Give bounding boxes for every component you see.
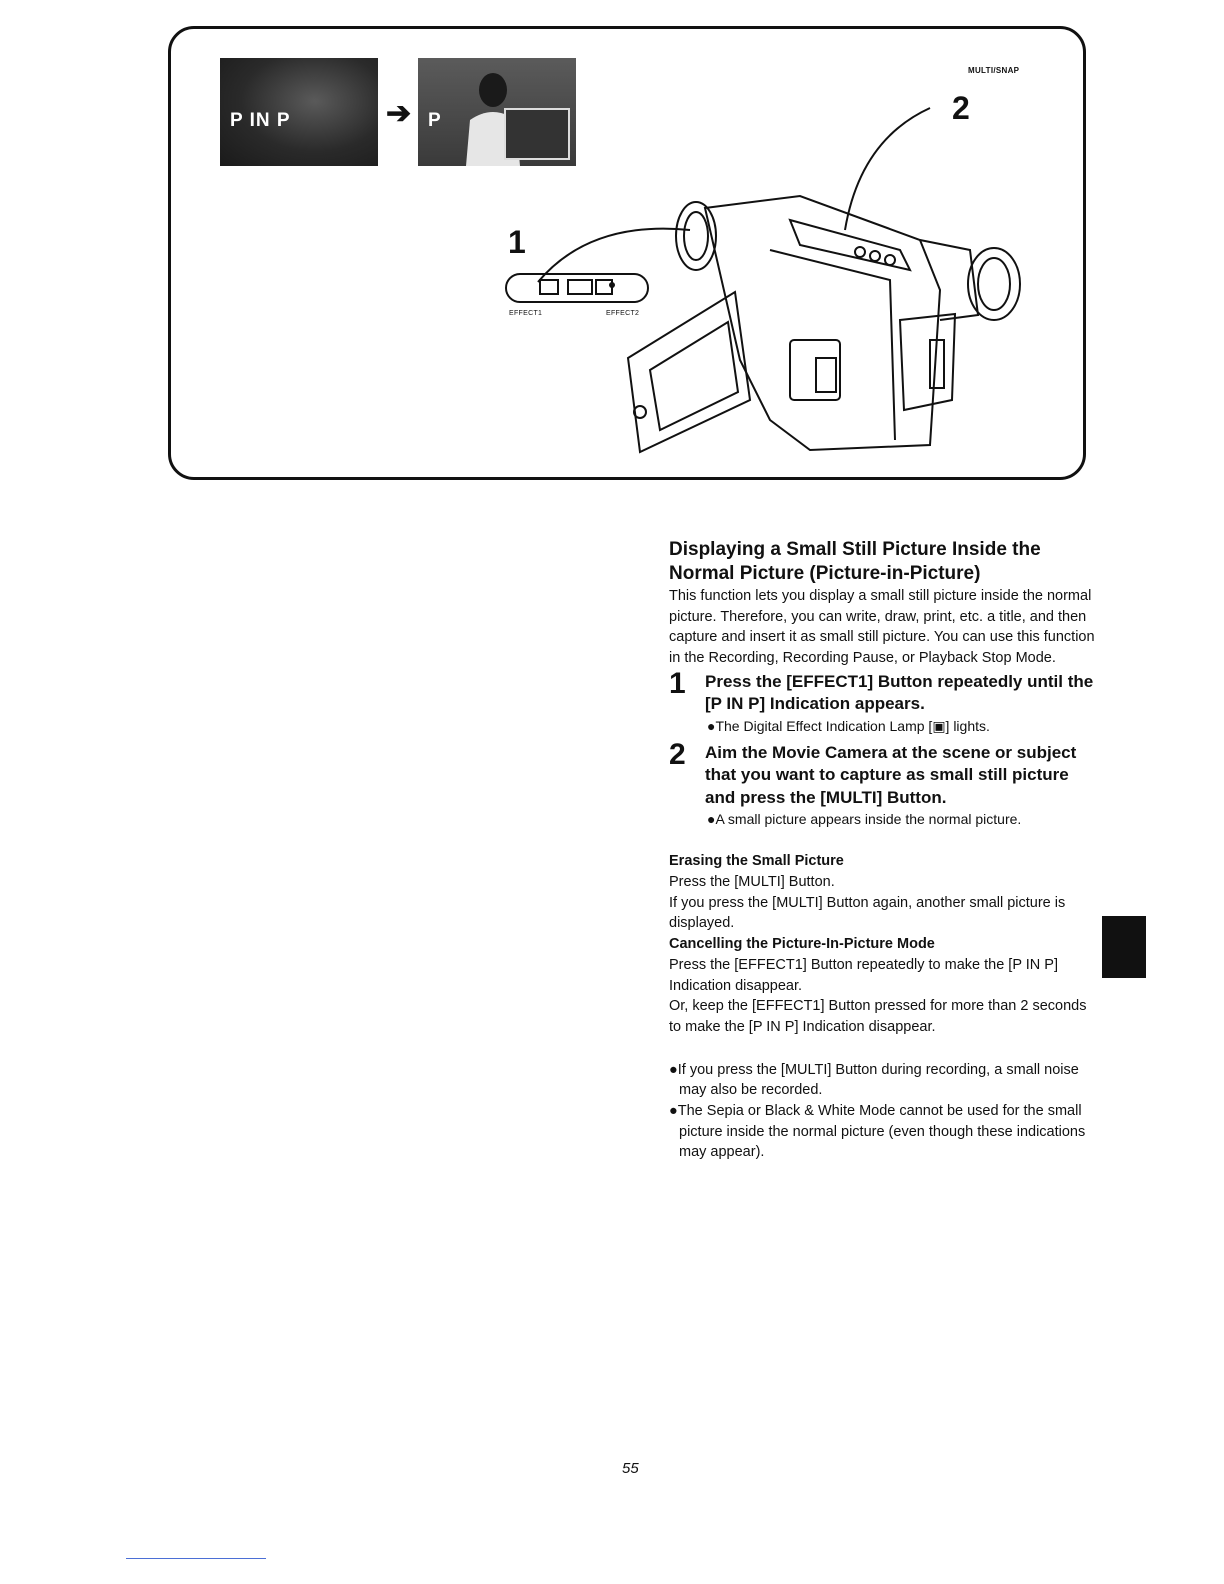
erasing-line-1: Press the [MULTI] Button.: [669, 874, 835, 891]
effect2-label: EFFECT2: [606, 310, 640, 317]
chapter-tab-marker: [1102, 916, 1146, 978]
note-2: ●The Sepia or Black & White Mode cannot be used for the small picture inside the normal picture (even though these indications may appear).: [669, 1103, 1086, 1161]
cancelling-line-2: Or, keep the [EFFECT1] Button pressed for more than 2 seconds to make the [P IN P] Indication disappear.: [669, 998, 1087, 1035]
callout-step-2: 2: [952, 90, 970, 126]
arrow-icon: ➔: [386, 97, 412, 130]
footer-rule: [126, 1558, 266, 1559]
screen-after-label: P: [428, 110, 442, 131]
effect1-label: EFFECT1: [509, 310, 543, 317]
section-title: Displaying a Small Still Picture Inside the Normal Picture (Picture-in-Picture): [669, 539, 1041, 584]
cancelling-heading: Cancelling the Picture-In-Picture Mode: [669, 936, 935, 953]
section-intro: This function lets you display a small still picture inside the normal picture. Therefore, you can write, draw, print, etc. a title, and then capture and insert it as small still picture. You can use this function in the Recording, Recording Pause, or Playback Stop Mode.: [669, 588, 1095, 667]
erasing-heading: Erasing the Small Picture: [669, 853, 844, 870]
camcorder-illustration-icon: [500, 100, 1060, 470]
step-2-title: Aim the Movie Camera at the scene or subject that you want to capture as small still picture and press the [MULTI] Button.: [705, 742, 1077, 807]
cancelling-line-1: Press the [EFFECT1] Button repeatedly to make the [P IN P] Indication disappear.: [669, 956, 1058, 994]
callout-step-1: 1: [508, 224, 526, 260]
step-1-note: ●The Digital Effect Indication Lamp [▣] lights.: [707, 717, 990, 734]
step-1: [669, 666, 1099, 736]
screen-before-label: P IN P: [230, 110, 291, 131]
multi-snap-label: MULTI/SNAP: [968, 66, 1020, 75]
step-2: [669, 737, 1099, 830]
page-number: 55: [622, 1460, 639, 1477]
step-2-number: 2: [669, 737, 686, 771]
erasing-line-2: If you press the [MULTI] Button again, another small picture is displayed.: [669, 894, 1066, 932]
step-1-number: 1: [669, 666, 686, 700]
screen-before-thumbnail: [220, 58, 378, 166]
note-1: ●If you press the [MULTI] Button during recording, a small noise may also be recorded.: [669, 1061, 1079, 1099]
step-2-note: ●A small picture appears inside the normal picture.: [707, 811, 1022, 828]
instructions-column: [669, 538, 1099, 1163]
step-1-title: Press the [EFFECT1] Button repeatedly until the [P IN P] Indication appears.: [705, 671, 1094, 714]
